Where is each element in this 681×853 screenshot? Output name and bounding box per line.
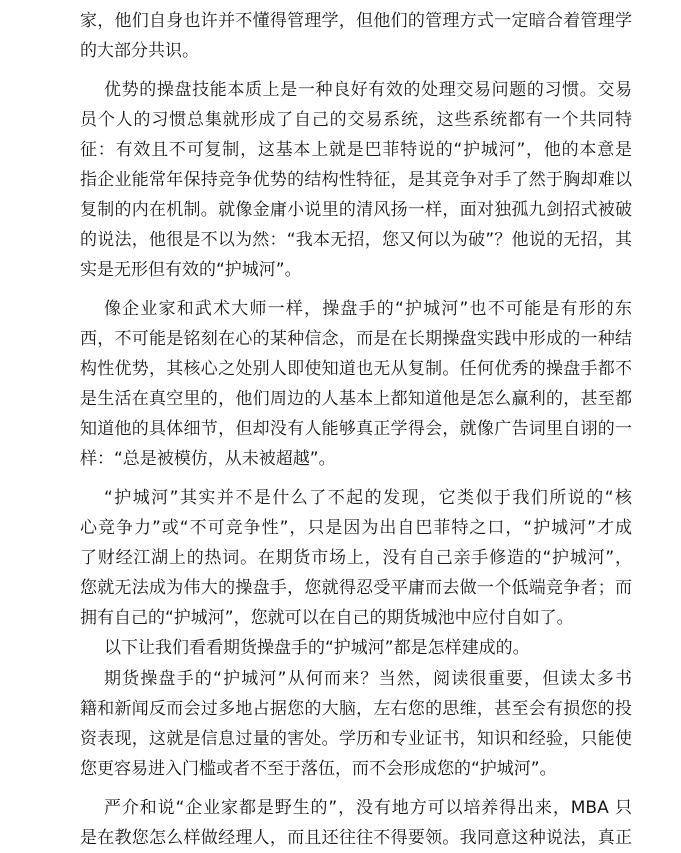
text-line: 了财经江湖上的热词。在期货市场上，没有自己亲手修造的“护城河”， bbox=[80, 548, 632, 568]
text-line: 复制的内在机制。就像金庸小说里的清风扬一样，面对独孤九剑招式被破 bbox=[80, 200, 632, 220]
text-line: 知道他的具体细节，但却没有人能够真正学得会，就像广告词里自诩的一 bbox=[80, 419, 632, 439]
text-line: 拥有自己的“护城河”，您就可以在自己的期货城池中应付自如了。 bbox=[80, 608, 574, 628]
text-line: 像企业家和武术大师一样，操盘手的“护城河”也不可能是有形的东 bbox=[104, 299, 632, 319]
text-line: 资表现，这就是信息过量的害处。学历和专业证书，知识和经验，只能使 bbox=[80, 729, 632, 749]
text-line: 的大部分共识。 bbox=[80, 41, 199, 61]
text-line: 构性优势，其核心之处别人即使知道也无从复制。任何优秀的操盘手都不 bbox=[80, 359, 632, 379]
text-line: “护城河”其实并不是什么了不起的发现，它类似于我们所说的“核 bbox=[104, 488, 632, 508]
text-line: 家，他们自身也许并不懂得管理学，但他们的管理方式一定暗合着管理学 bbox=[80, 11, 632, 31]
text-line: 指企业能常年保持竞争优势的结构性特征，是其竞争对手了然于胸却难以 bbox=[80, 170, 632, 190]
text-line: 是生活在真空里的，他们周边的人基本上都知道他是怎么赢利的，甚至都 bbox=[80, 389, 632, 409]
text-line: 您更容易进入门槛或者不至于落伍，而不会形成您的“护城河”。 bbox=[80, 759, 557, 779]
text-line: 的说法，他很是不以为然：“我本无招，您又何以为破”？他说的无招，其 bbox=[80, 230, 632, 250]
text-line: 样：“总是被模仿，从未被超越”。 bbox=[80, 449, 336, 469]
text-line: 以下让我们看看期货操盘手的“护城河”都是怎样建成的。 bbox=[104, 638, 530, 658]
text-line: 严介和说“企业家都是野生的”，没有地方可以培养得出来，MBA 只 bbox=[104, 798, 632, 818]
text-line: 优势的操盘技能本质上是一种良好有效的处理交易问题的习惯。交易 bbox=[104, 80, 632, 100]
text-line: 期货操盘手的“护城河”从何而来？当然，阅读很重要，但读太多书 bbox=[104, 669, 632, 689]
text-line: 您就无法成为伟大的操盘手，您就得忍受平庸而去做一个低端竞争者；而 bbox=[80, 578, 632, 598]
text-line: 是在教您怎么样做经理人，而且还往往不得要领。我同意这种说法，真正 bbox=[80, 828, 632, 848]
text-line: 西，不可能是铭刻在心的某种信念，而是在长期操盘实践中形成的一种结 bbox=[80, 329, 632, 349]
text-line: 籍和新闻反而会过多地占据您的大脑，左右您的思维，甚至会有损您的投 bbox=[80, 699, 632, 719]
text-line: 实是无形但有效的“护城河”。 bbox=[80, 260, 302, 280]
text-line: 心竞争力”或“不可竞争性”，只是因为出自巴菲特之口，“护城河”才成 bbox=[80, 518, 632, 538]
text-line: 员个人的习惯总集就形成了自己的交易系统，这些系统都有一个共同特 bbox=[80, 110, 632, 130]
text-line: 征：有效且不可复制，这基本上就是巴菲特说的“护城河”，他的本意是 bbox=[80, 140, 632, 160]
